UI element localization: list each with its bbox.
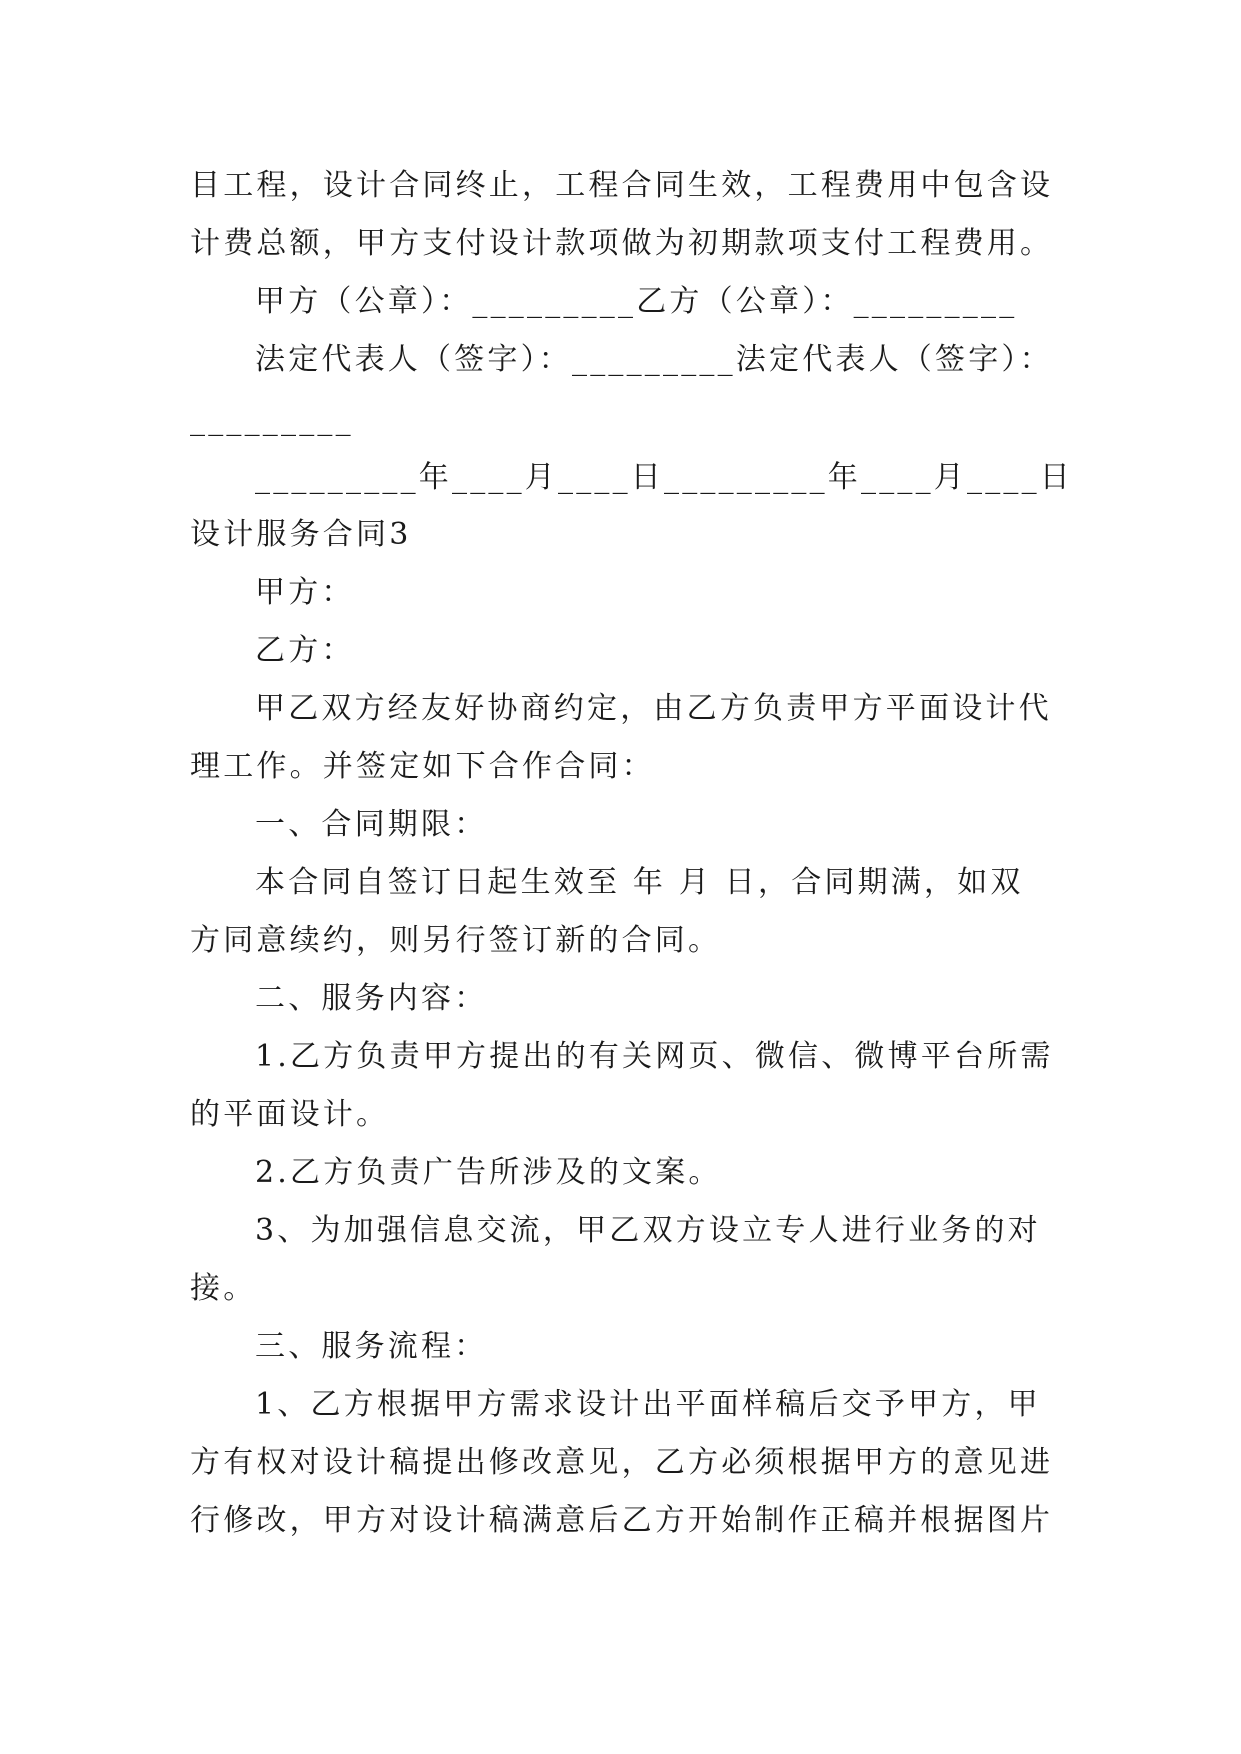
text-line: 行修改，甲方对设计稿满意后乙方开始制作正稿并根据图片 (190, 1503, 1054, 1538)
text-line: 计费总额，甲方支付设计款项做为初期款项支付工程费用。 (190, 226, 1054, 261)
section-title: 设计服务合同3 (190, 517, 412, 552)
clause-heading: 二、服务内容： (255, 981, 488, 1016)
text-line: 方同意续约，则另行签订新的合同。 (190, 923, 722, 958)
text-line: 3、为加强信息交流，甲乙双方设立专人进行业务的对 (255, 1213, 1041, 1248)
text-line: 目工程，设计合同终止，工程合同生效，工程费用中包含设 (190, 168, 1054, 203)
party-a-label: 甲方： (255, 575, 355, 610)
text-line: 方有权对设计稿提出修改意见，乙方必须根据甲方的意见进 (190, 1445, 1054, 1480)
text-line: 甲乙双方经友好协商约定，由乙方负责甲方平面设计代 (255, 691, 1052, 726)
party-b-label: 乙方： (255, 633, 355, 668)
signature-line-representatives: 法定代表人（签字）：_________法定代表人（签字）： (255, 342, 1053, 377)
text-line: 1.乙方负责甲方提出的有关网页、微信、微博平台所需 (255, 1039, 1054, 1074)
text-line: 1、乙方根据甲方需求设计出平面样稿后交予甲方，甲 (255, 1387, 1041, 1422)
signature-blank: _________ (190, 402, 354, 437)
text-line: 理工作。并签定如下合作合同： (190, 749, 655, 784)
signature-line-party-seals: 甲方（公章）：_________乙方（公章）：_________ (255, 284, 1018, 319)
text-line: 的平面设计。 (190, 1097, 390, 1132)
clause-heading: 一、合同期限： (255, 807, 488, 842)
text-line: 2.乙方负责广告所涉及的文案。 (255, 1155, 722, 1190)
text-line: 接。 (190, 1271, 257, 1306)
date-line: _________年____月____日_________年____月____日 (255, 460, 1073, 495)
text-line: 本合同自签订日起生效至 年 月 日，合同期满，如双 (255, 865, 1024, 900)
clause-heading: 三、服务流程： (255, 1329, 488, 1364)
